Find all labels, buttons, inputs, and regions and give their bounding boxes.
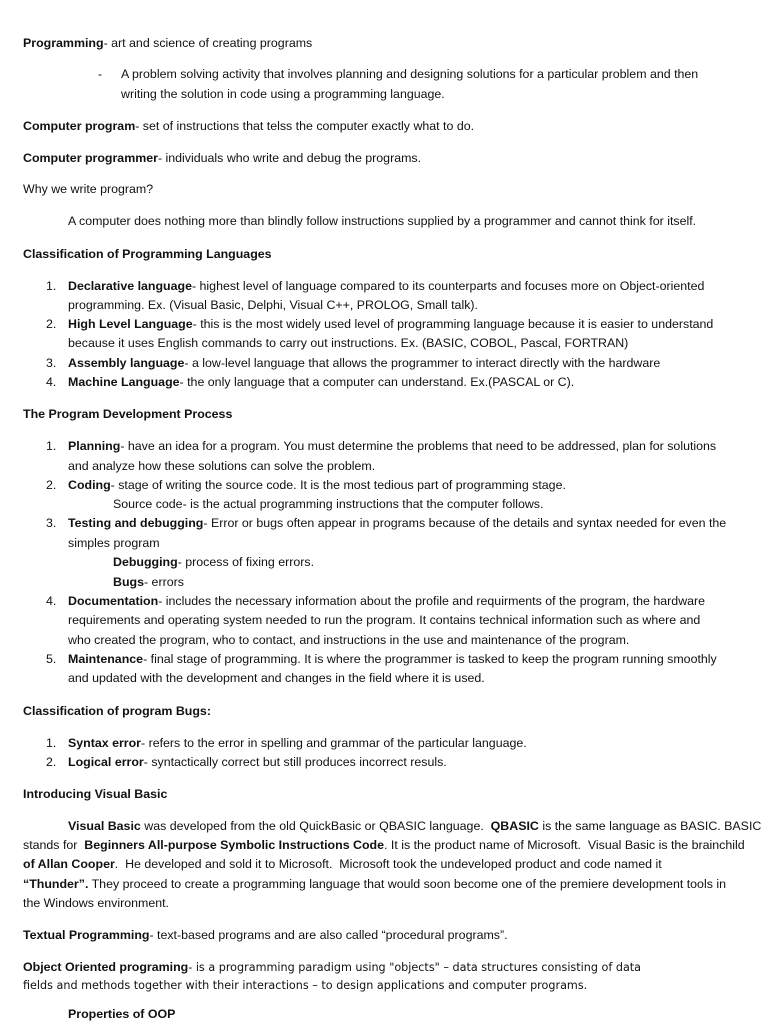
definition-text-cont: fields and methods together with their interactions – to design applications and computer programs.: [23, 979, 588, 992]
item-text: - includes the necessary information about the profile and requirments of the program, the hardware: [158, 594, 706, 608]
text: stands for: [23, 838, 85, 852]
definition-computer-programmer: [23, 150, 421, 166]
definition-text: - text-based programs and are also called “procedural programs”.: [149, 928, 508, 942]
term: Assembly language: [68, 356, 185, 370]
text: . It is the product name of Microsoft. Visual Basic is the brainchild: [384, 838, 745, 852]
list-number: 2.: [46, 478, 57, 492]
item-text: - this is the most widely used level of programming language because it is easier to understand: [192, 317, 714, 331]
list-number: 2.: [46, 317, 57, 331]
list-number: 1.: [46, 439, 57, 453]
list-item-cont: and updated with the development and changes in the field where it is used.: [68, 671, 485, 685]
list-item-cont: requirements and operating system needed to run the program. It contains technical information such as where and: [68, 613, 701, 627]
item-text: - final stage of programming. It is where the programmer is tasked to keep the program running smoothly: [143, 652, 717, 666]
term: Computer programmer: [23, 151, 158, 165]
list-number: 4.: [46, 594, 57, 608]
list-item: [68, 754, 447, 770]
item-text: - have an idea for a program. You must determine the problems that need to be addressed, plan for solutions: [120, 439, 717, 453]
bullet-dash: -: [98, 67, 103, 81]
sub-item: Source code- is the actual programming instructions that the computer follows.: [113, 497, 544, 511]
item-text: - syntactically correct but still produces incorrect resuls.: [143, 755, 447, 769]
term: Textual Programming: [23, 928, 150, 942]
item-text: - refers to the error in spelling and grammar of the particular language.: [141, 736, 527, 750]
list-item: [68, 477, 566, 493]
list-item: [68, 651, 717, 667]
term: Syntax error: [68, 736, 142, 750]
definition-text: - set of instructions that telss the computer exactly what to do.: [135, 119, 475, 133]
term: Testing and debugging: [68, 516, 204, 530]
list-item-cont: programming. Ex. (Visual Basic, Delphi, Visual C++, PROLOG, Small talk).: [68, 298, 478, 312]
definition-oop: [23, 959, 641, 976]
term: Object Oriented programing: [23, 960, 189, 974]
term: Bugs: [113, 575, 144, 589]
paragraph-line: [68, 818, 761, 834]
list-item: [68, 593, 705, 609]
item-text: - errors: [143, 575, 184, 589]
definition-text: - individuals who write and debug the programs.: [157, 151, 422, 165]
definition-computer-program: [23, 118, 474, 134]
term: Computer program: [23, 119, 136, 133]
list-item: [68, 355, 660, 371]
sub-item: [113, 574, 184, 590]
section-heading: Introducing Visual Basic: [23, 787, 168, 801]
text: . He developed and sold it to Microsoft. Microsoft took the undeveloped product and code named it: [114, 857, 662, 871]
question: Why we write program?: [23, 182, 154, 196]
term: Declarative language: [68, 279, 192, 293]
section-heading: Properties of OOP: [68, 1007, 176, 1021]
definition-textual-programming: [23, 927, 508, 943]
definition-text: - art and science of creating programs: [103, 36, 313, 50]
text: They proceed to create a programming language that would soon become one of the premiere development tools in: [88, 877, 726, 891]
term: Maintenance: [68, 652, 144, 666]
list-item-cont: because it uses English commands to carry out instructions. Ex. (BASIC, COBOL, Pascal, FORTRAN): [68, 336, 629, 350]
text: was developed from the old QuickBasic or QBASIC language.: [140, 819, 491, 833]
sub-item: [113, 554, 314, 570]
definition-programming: [23, 35, 312, 51]
term: of Allan Cooper: [23, 857, 115, 871]
definition-text: - is a programming paradigm using "objects" – data structures consisting of data: [188, 961, 642, 974]
list-item: [68, 316, 713, 332]
item-text: - a low-level language that allows the programmer to interact directly with the hardware: [184, 356, 661, 370]
term: Debugging: [113, 555, 178, 569]
term: Beginners All-purpose Symbolic Instructions Code: [84, 838, 385, 852]
item-text: - stage of writing the source code. It is the most tedious part of programming stage.: [110, 478, 566, 492]
section-heading: The Program Development Process: [23, 407, 233, 421]
list-number: 4.: [46, 375, 57, 389]
paragraph: A computer does nothing more than blindly follow instructions supplied by a programmer and cannot think for itself.: [68, 214, 697, 228]
list-item: [68, 515, 726, 531]
item-text: - process of fixing errors.: [177, 555, 315, 569]
list-number: 1.: [46, 279, 57, 293]
item-text: - the only language that a computer can understand. Ex.(PASCAL or C).: [179, 375, 575, 389]
paragraph-line: the Windows environment.: [23, 896, 170, 910]
list-number: 1.: [46, 736, 57, 750]
term: High Level Language: [68, 317, 193, 331]
term: Coding: [68, 478, 111, 492]
list-number: 2.: [46, 755, 57, 769]
list-item-cont: simples program: [68, 536, 160, 550]
section-heading: Classification of Programming Languages: [23, 247, 272, 261]
list-number: 3.: [46, 356, 57, 370]
bullet-line: A problem solving activity that involves planning and designing solutions for a particular problem and then: [121, 67, 699, 81]
term: Logical error: [68, 755, 144, 769]
text: is the same language as BASIC. BASIC: [538, 819, 762, 833]
paragraph-line: [23, 837, 745, 853]
item-text: - Error or bugs often appear in programs because of the details and syntax needed for even the: [203, 516, 727, 530]
list-item: [68, 735, 527, 751]
term: Programming: [23, 36, 104, 50]
section-heading: Classification of program Bugs:: [23, 704, 211, 718]
list-item-cont: and analyze how these solutions can solve the problem.: [68, 459, 376, 473]
term: Documentation: [68, 594, 159, 608]
paragraph-line: [23, 876, 726, 892]
list-item: [68, 278, 704, 294]
list-item: [68, 374, 574, 390]
list-number: 5.: [46, 652, 57, 666]
term: Machine Language: [68, 375, 180, 389]
term: Planning: [68, 439, 121, 453]
list-item-cont: who created the program, who to contact, and instructions in the use and maintenance of the program.: [68, 633, 630, 647]
term: QBASIC: [490, 819, 539, 833]
item-text: - highest level of language compared to its counterparts and focuses more on Object-oriented: [191, 279, 705, 293]
list-number: 3.: [46, 516, 57, 530]
term: “Thunder”.: [23, 877, 89, 891]
bullet-line: writing the solution in code using a programming language.: [121, 87, 445, 101]
paragraph-line: [23, 856, 662, 872]
term: Visual Basic: [68, 819, 141, 833]
list-item: [68, 438, 716, 454]
